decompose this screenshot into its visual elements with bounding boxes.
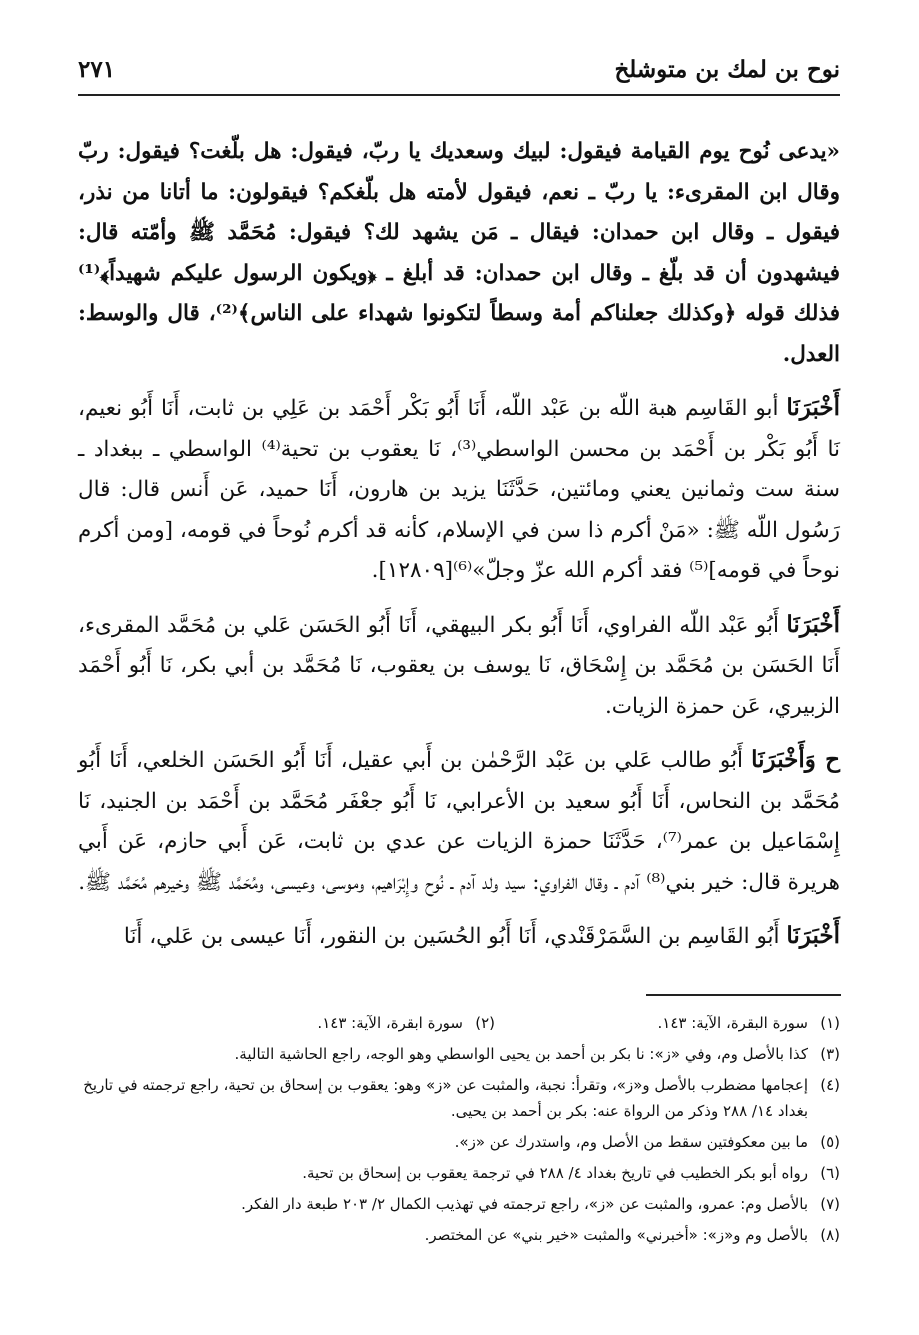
paragraph-text: أَبُو عَبْد اللّه الفراوي، أَنَا أَبُو بكر البيهقي، أَنَا أَبُو الحَسَن عَلي بن مُحَمَّد المقرىء، أَنَا الحَسَن بن مُحَمَّد بن إِسْحَاق، نَا يوسف بن يعقوب، نَا مُحَمَّد بن أبي بكر، نَا أَبُو أَحْمَد الزبيري، عَن حمزة الزيات. <box>78 612 840 719</box>
paragraph-lead: أَخْبَرَنَا <box>786 922 840 949</box>
footnote <box>78 1041 840 1067</box>
paragraph-text: أبو القَاسِم هبة اللّه بن عَبْد اللّه، أَنَا أَبُو بَكْر أَحْمَد بن عَلِي بن ثابت، أَنَا أَبُو نعيم، نَا أَبُو بَكْر بن أَحْمَد بن محسن الواسطي⁽³⁾، نَا يعقوب بن تحية⁽⁴⁾ الواسطي ـ ببغداد ـ سنة ست وثمانين يعني ومائتين، حَدَّثَنَا يزيد بن هارون، أَنَا حميد، عَن أَنس قال: قال رَسُول اللّه ﷺ: «مَنْ أكرم ذا سن في الإسلام، كأنه قد أكرم نُوحاً في قومه، [ومن أكرم نوحاً في قومه]⁽⁵⁾ فقد أكرم الله عزّ وجلّ»⁽⁶⁾[١٢٨٠٩]. <box>78 396 840 583</box>
footnote <box>78 1072 840 1124</box>
footnote <box>78 1222 840 1248</box>
paragraph <box>78 916 840 958</box>
paragraph-lead: أَخْبَرَنَا <box>786 610 840 638</box>
footnote-divider <box>646 994 841 996</box>
footnote-text: بالأصل وم و«ز»: «أخبرني» والمثبت «خير بني» عن المختصر. <box>424 1226 808 1244</box>
footnote-number: (٤) <box>820 1076 840 1094</box>
footnote <box>78 1191 840 1217</box>
footnote-text: بالأصل وم: عمرو، والمثبت عن «ز»، راجع ترجمته في تهذيب الكمال ٢/ ٢٠٣ طبعة دار الفكر. <box>241 1195 808 1213</box>
paragraph-text: «يدعى نُوح يوم القيامة فيقول: لبيك وسعديك يا ربّ، فيقول: هل بلّغت؟ فيقول: ربّ وقال ابن المقرىء: يا ربّ ـ نعم، فيقول لأمته هل بلّغكم؟ فيقولون: ما أتانا من نذر، فيقول ـ وقال ابن حمدان: فيقال ـ مَن يشهد لك؟ فيقول: مُحَمَّد ﷺ وأمّته قال: فيشهدون أن قد بلّغ ـ وقال ابن حمدان: قد أبلغ ـ ﴿ويكون الرسول عليكم شهيداً﴾⁽¹⁾ فذلك قوله ﴿وكذلك جعلناكم أمة وسطاً لتكونوا شهداء على الناس﴾⁽²⁾، قال والوسط: العدل. <box>78 139 841 367</box>
footnotes <box>78 1010 840 1253</box>
footnote-number: (٥) <box>820 1133 840 1151</box>
paragraph-lead: ح وَأَخْبَرَنَا <box>751 746 840 773</box>
footnote-number: (٧) <box>820 1195 840 1213</box>
footnote-text: ما بين معكوفتين سقط من الأصل وم، واستدرك عن «ز». <box>454 1133 808 1151</box>
paragraph-lead: أَخْبَرَنَا <box>786 394 840 421</box>
footnote-row <box>78 1010 840 1036</box>
footnote-number: (٨) <box>820 1226 840 1244</box>
main-text <box>78 132 840 971</box>
footnote <box>78 1160 840 1186</box>
paragraph <box>78 132 840 375</box>
footnote-number: (١) <box>820 1014 840 1032</box>
paragraph <box>78 388 840 592</box>
page-header <box>78 48 840 96</box>
footnote-number: (٦) <box>820 1164 840 1182</box>
footnote-number: (٢) <box>475 1014 495 1032</box>
page-number: ٢٧١ <box>78 56 116 83</box>
paragraph-text: أَبُو القَاسِم بن السَّمَرْقَنْدي، أَنَا أَبُو الحُسَين بن النقور، أَنَا عيسى بن عَلي، أَنَا <box>123 924 787 949</box>
paragraph <box>78 740 840 903</box>
paragraph <box>78 605 840 728</box>
footnote-text: كذا بالأصل وم، وفي «ز»: نا بكر بن أحمد بن يحيى الواسطي وهو الوجه، راجع الحاشية التالية. <box>234 1045 808 1063</box>
footnote <box>78 1129 840 1155</box>
paragraph-text: أَبُو طالب عَلي بن عَبْد الرَّحْمٰن بن أَبي عقيل، أَنَا أَبُو الحَسَن الخلعي، أَنَا أَبُو مُحَمَّد بن النحاس، أَنَا أَبُو سعيد بن الأعرابي، نَا أَبُو جعْفَر مُحَمَّد بن أَحْمَد بن الجنيد، نَا إِسْمَاعيل بن عمر⁽⁷⁾، حَدَّثَنَا حمزة الزيات عن عدي بن ثابت، عَن أَبي حازم، عَن أَبي هريرة قال: خير بني⁽⁸⁾ آدم ـ وقال الفراوي: سيد ولد آدم ـ نُوح وإِبْرَاهيم، وموسى، وعيسى، ومُحَمَّد ﷺ وخيرهم مُحَمَّد ﷺ. <box>78 748 840 895</box>
footnote-text: رواه أبو بكر الخطيب في تاريخ بغداد ٤/ ٢٨٨ في ترجمة يعقوب بن إسحاق بن تحية. <box>302 1164 808 1182</box>
footnote-text: سورة ابقرة، الآية: ١٤٣. <box>317 1014 463 1032</box>
footnote-number: (٣) <box>820 1045 840 1063</box>
running-title: نوح بن لمك بن متوشلخ <box>614 56 840 83</box>
footnote-text: إعجامها مضطرب بالأصل و«ز»، وتقرأ: نجبة، والمثبت عن «ز» وهو: يعقوب بن إسحاق بن تحية، راجع ترجمته في تاريخ بغداد ١٤/ ٢٨٨ وذكر من الرواة عنه: بكر بن أحمد بن يحيى. <box>83 1076 808 1120</box>
footnote-text: سورة البقرة، الآية: ١٤٣. <box>657 1014 808 1032</box>
